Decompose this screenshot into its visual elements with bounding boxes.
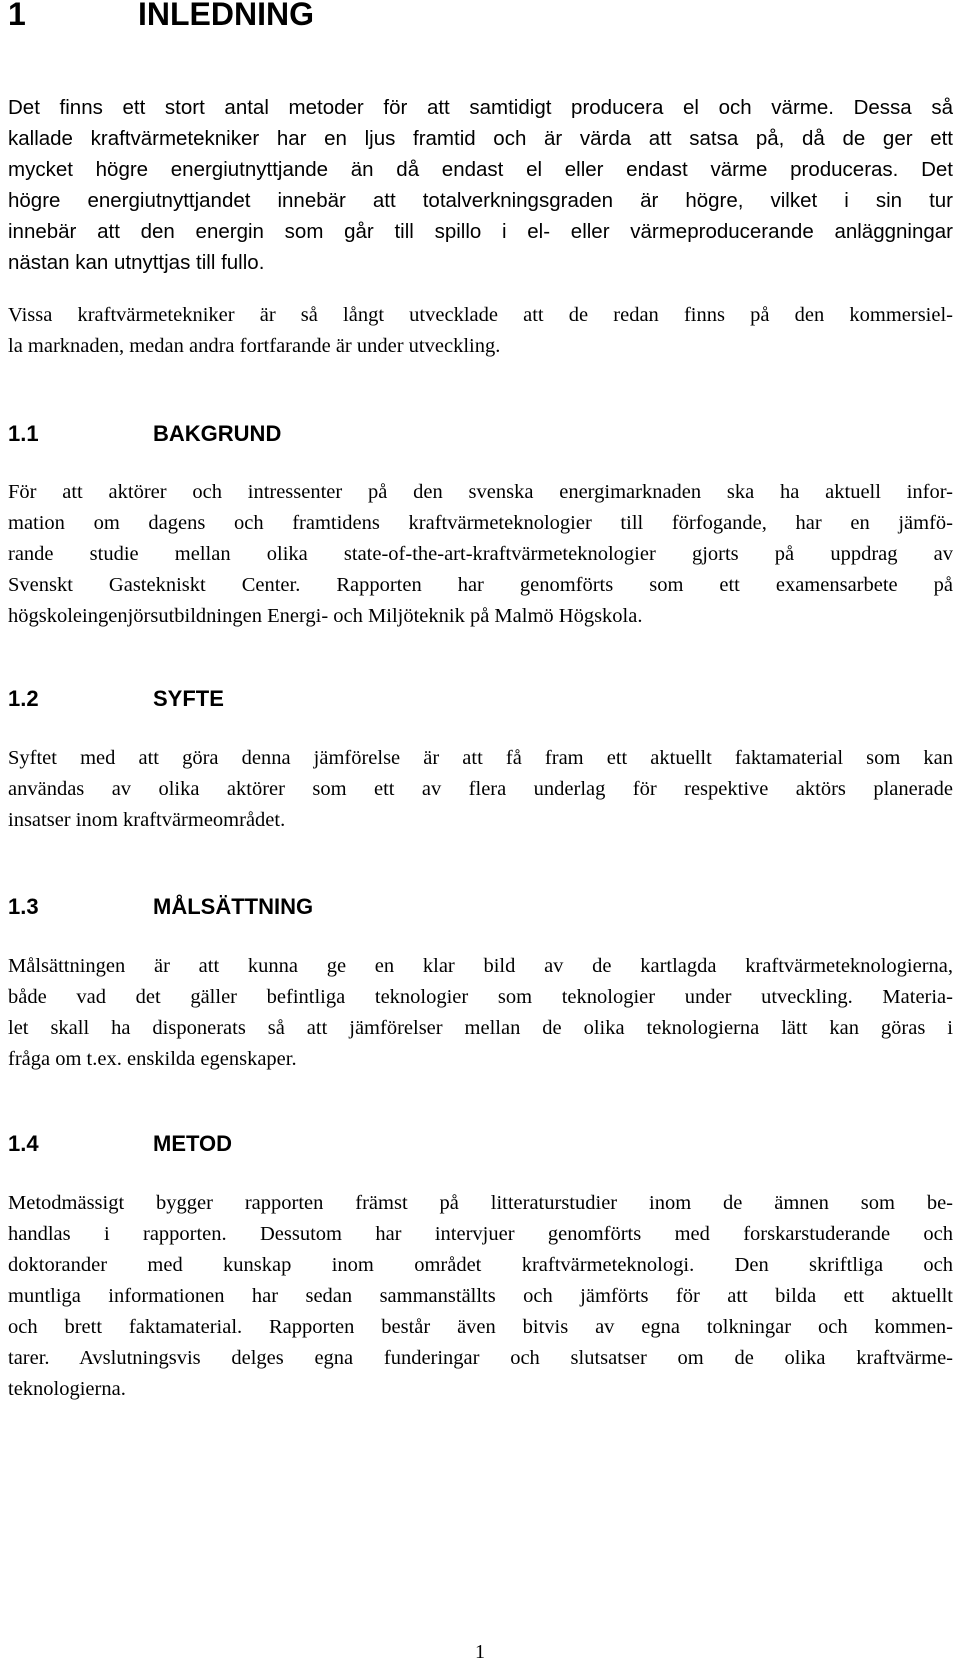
text-line: Svenskt Gastekniskt Center. Rapporten har genomförts som ett examensarbete på xyxy=(8,574,953,596)
text-line: mation om dagens och framtidens kraftvärmeteknologier till förfogande, har en jämfö- xyxy=(8,512,953,534)
section-title: BAKGRUND xyxy=(153,421,282,446)
text-line: la marknaden, medan andra fortfarande är under utveckling. xyxy=(8,335,501,357)
text-line: nästan kan utnyttjas till fullo. xyxy=(8,251,265,274)
page-number: 1 xyxy=(475,1641,485,1663)
text-line: teknologierna. xyxy=(8,1378,126,1400)
text-line: högskoleingenjörsutbildningen Energi- och Miljöteknik på Malmö Högskola. xyxy=(8,605,643,627)
text-line: användas av olika aktörer som ett av flera underlag för respektive aktörs planerade xyxy=(8,778,953,800)
text-line: Det finns ett stort antal metoder för att samtidigt producera el och värme. Dessa så xyxy=(8,96,953,119)
section-title: SYFTE xyxy=(153,686,224,711)
text-line: Syftet med att göra denna jämförelse är att få fram ett aktuellt faktamaterial som kan xyxy=(8,747,953,769)
chapter-title: INLEDNING xyxy=(138,0,314,32)
text-line: rande studie mellan olika state-of-the-art-kraftvärmeteknologier gjorts på uppdrag av xyxy=(8,543,953,565)
section-paragraph-metod xyxy=(8,1188,953,1405)
section-number: 1.3 xyxy=(8,894,39,919)
section-heading-metod xyxy=(8,1130,232,1158)
section-heading-bakgrund xyxy=(8,420,281,448)
section-heading-malsattning xyxy=(8,893,313,921)
text-line: muntliga informationen har sedan sammanställts och jämförts för att bilda ett aktuellt xyxy=(8,1285,953,1307)
text-line: handlas i rapporten. Dessutom har intervjuer genomförts med forskarstuderande och xyxy=(8,1223,953,1245)
text-line: och brett faktamaterial. Rapporten består även bitvis av egna tolkningar och kommen- xyxy=(8,1316,953,1338)
chapter-number: 1 xyxy=(8,0,26,32)
text-line: högre energiutnyttjandet innebär att totalverkningsgraden är högre, vilket i sin tur xyxy=(8,189,953,212)
text-line: tarer. Avslutningsvis delges egna funderingar och slutsatser om de olika kraftvärme- xyxy=(8,1347,953,1369)
section-title: MÅLSÄTTNING xyxy=(153,894,314,919)
section-number: 1.4 xyxy=(8,1131,39,1156)
intro-paragraph-2 xyxy=(8,300,953,362)
section-number: 1.2 xyxy=(8,686,39,711)
text-line: både vad det gäller befintliga teknologier som teknologier under utveckling. Materia- xyxy=(8,986,953,1008)
text-line: Vissa kraftvärmetekniker är så långt utvecklade att de redan finns på den kommersiel- xyxy=(8,304,953,326)
text-line: mycket högre energiutnyttjande än då endast el eller endast värme produceras. Det xyxy=(8,158,953,181)
text-line: Metodmässigt bygger rapporten främst på litteraturstudier inom de ämnen som be- xyxy=(8,1192,953,1214)
section-title: METOD xyxy=(153,1131,233,1156)
text-line: innebär att den energin som går till spillo i el- eller värmeproducerande anläggningar xyxy=(8,220,953,243)
text-line: insatser inom kraftvärmeområdet. xyxy=(8,809,286,831)
text-line: För att aktörer och intressenter på den svenska energimarknaden ska ha aktuell infor- xyxy=(8,481,953,503)
section-heading-syfte xyxy=(8,685,224,713)
text-line: doktorander med kunskap inom området kraftvärmeteknologi. Den skriftliga och xyxy=(8,1254,953,1276)
text-line: let skall ha disponerats så att jämförelser mellan de olika teknologierna lätt kan göras i xyxy=(8,1017,953,1039)
text-line: kallade kraftvärmetekniker har en ljus framtid och är värda att satsa på, då de ger ett xyxy=(8,127,953,150)
text-line: fråga om t.ex. enskilda egenskaper. xyxy=(8,1048,297,1070)
text-line: Målsättningen är att kunna ge en klar bild av de kartlagda kraftvärmeteknologierna, xyxy=(8,955,953,977)
intro-paragraph-1 xyxy=(8,92,953,278)
section-paragraph-syfte xyxy=(8,743,953,836)
section-number: 1.1 xyxy=(8,421,39,446)
section-paragraph-bakgrund xyxy=(8,477,953,632)
section-paragraph-malsattning xyxy=(8,951,953,1075)
chapter-heading xyxy=(8,0,314,34)
